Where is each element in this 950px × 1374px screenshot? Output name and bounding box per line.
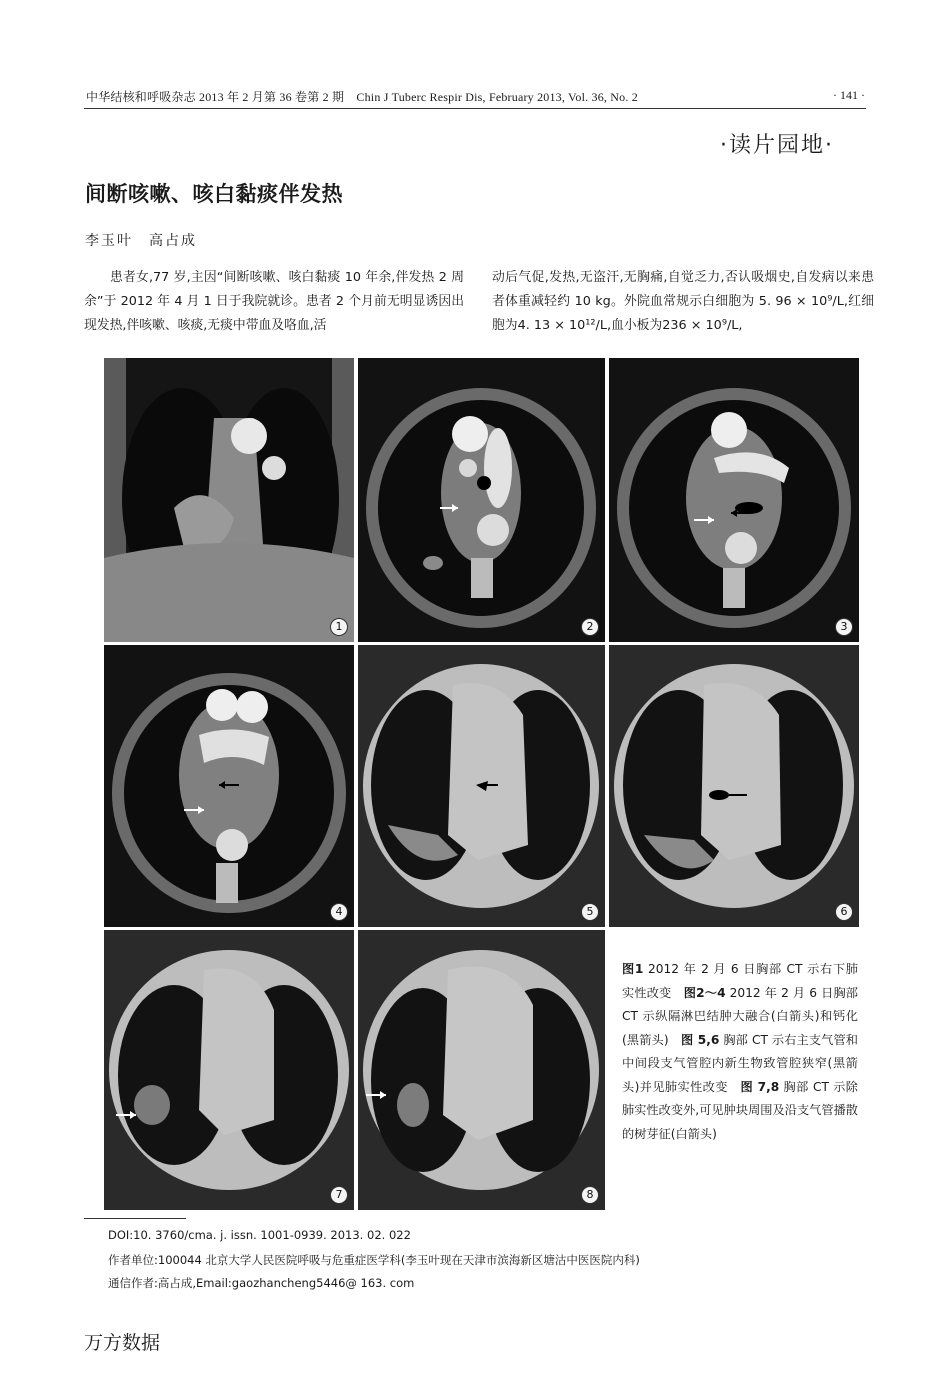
axial-lung-ct-image <box>609 645 859 927</box>
caption-label-fig2-4: 图2～4 <box>683 985 726 1000</box>
axial-mediastinal-ct-image <box>609 358 859 642</box>
axial-mediastinal-ct-image <box>104 645 354 927</box>
authors: 李玉叶 高占成 <box>85 233 197 249</box>
corresponding-author: 通信作者:高占成,Email:gaozhancheng5446@ 163. com <box>108 1276 415 1290</box>
figure-number-badge: 3 <box>835 618 853 636</box>
caption-label-fig7-8: 图 7,8 <box>740 1079 780 1094</box>
figure-4-axial-ct <box>104 645 354 927</box>
figure-5-axial-ct-lung <box>358 645 605 927</box>
running-header: 中华结核和呼吸杂志 2013 年 2 月第 36 卷第 2 期 Chin J Tuberc Respir Dis, February 2013, Vol. 36, No. 2 <box>86 90 638 104</box>
caption-text-fig2-4: 2012 年 2 月 6 日胸部 CT 示纵隔淋巴结肿大融合(白箭头)和钙化(黑箭头) <box>622 985 858 1047</box>
axial-lung-ct-image <box>358 930 605 1210</box>
caption-label-fig5-6: 图 5,6 <box>681 1032 720 1047</box>
figure-caption <box>622 958 858 1146</box>
figure-8-axial-ct-lung <box>358 930 605 1210</box>
axial-lung-ct-image <box>358 645 605 927</box>
caption-text-fig7-8: 胸部 CT 示除肺实性改变外,可见肿块周围及沿支气管播散的树芽征(白箭头) <box>622 1079 858 1141</box>
article-title: 间断咳嗽、咳白黏痰伴发热 <box>85 182 343 206</box>
figure-number-badge: 1 <box>330 618 348 636</box>
header-rule <box>84 108 866 109</box>
section-label: ·读片园地· <box>720 133 834 158</box>
doi-line: DOI:10. 3760/cma. j. issn. 1001-0939. 2013. 02. 022 <box>108 1228 411 1242</box>
figure-7-axial-ct-lung <box>104 930 354 1210</box>
figure-3-axial-ct <box>609 358 859 642</box>
figure-number-badge: 2 <box>581 618 599 636</box>
caption-text-fig1: 2012 年 2 月 6 日胸部 CT 示右下肺实性改变 <box>622 962 858 1000</box>
page-number: · 141 · <box>833 88 865 102</box>
body-paragraph-right: 动后气促,发热,无盗汗,无胸痛,自觉乏力,否认吸烟史,自发病以来患者体重减轻约 10 kg。外院血常规示白细胞为 5. 96 × 10⁹/L,红细胞为4. 13 × 10¹²/L,血小板为236 × 10⁹/L, <box>492 270 874 333</box>
figure-2-axial-ct <box>358 358 605 642</box>
figure-6-axial-ct-lung <box>609 645 859 927</box>
figure-number-badge: 4 <box>330 903 348 921</box>
axial-lung-ct-image <box>104 930 354 1210</box>
figure-number-badge: 8 <box>581 1186 599 1204</box>
axial-mediastinal-ct-image <box>358 358 605 642</box>
caption-label-fig1: 图1 <box>622 962 644 976</box>
figure-number-badge: 7 <box>330 1186 348 1204</box>
caption-text-fig5-6: 胸部 CT 示右主支气管和中间段支气管腔内新生物致管腔狭窄(黑箭头)并见肺实性改变 <box>622 1032 858 1094</box>
coronal-ct-image <box>104 358 354 642</box>
watermark: 万方数据 <box>84 1332 161 1354</box>
body-paragraph-left: 患者女,77 岁,主因“间断咳嗽、咳白黏痰 10 年余,伴发热 2 周余”于 2012 年 4 月 1 日于我院就诊。患者 2 个月前无明显诱因出现发热,伴咳嗽、咳痰,无痰中带血及咯血,活 <box>84 270 464 333</box>
figure-number-badge: 5 <box>581 903 599 921</box>
figure-number-badge: 6 <box>835 903 853 921</box>
author-affiliation: 作者单位:100044 北京大学人民医院呼吸与危重症医学科(李玉叶现在天津市滨海新区塘沽中医医院内科) <box>108 1253 640 1267</box>
figure-1-coronal-ct <box>104 358 354 642</box>
footnote-rule <box>84 1218 186 1219</box>
